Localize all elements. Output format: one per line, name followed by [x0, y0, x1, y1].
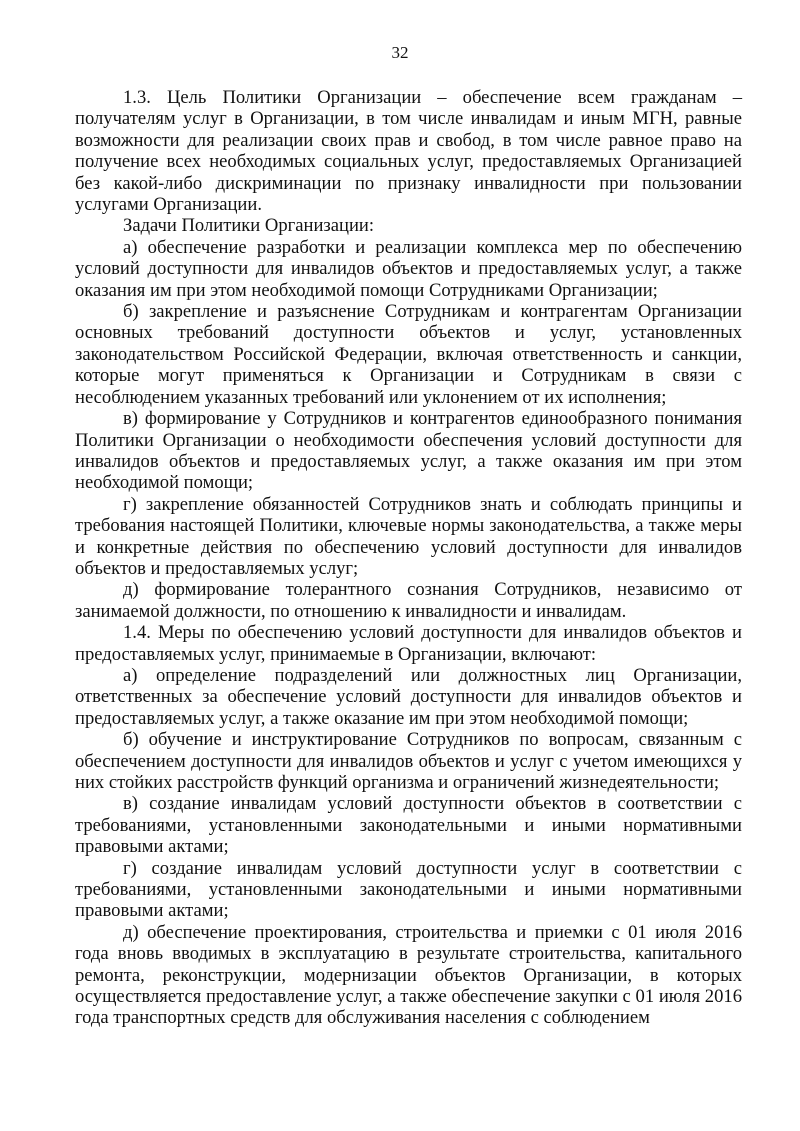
- page-number: 32: [391, 43, 409, 62]
- paragraph-1-3-policy-goal: 1.3. Цель Политики Организации – обеспечение всем гражданам – получателям услуг в Организации, в том числе инвалидам и иным МГН, равные возможности для реализации своих прав и свобод, в том числе равное право на получение всех необходимых социальных услуг, предоставляемых Организацией без какой-либо дискриминации по признаку инвалидности при пользовании услугами Организации.: [75, 87, 742, 216]
- paragraph-tasks-heading: Задачи Политики Организации:: [123, 215, 375, 237]
- paragraph-measure-v: в) создание инвалидам условий доступности объектов в соответствии с требованиями, установленными законодательными и иными нормативными правовыми актами;: [75, 793, 742, 858]
- paragraph-measure-b: б) обучение и инструктирование Сотрудников по вопросам, связанным с обеспечением доступности для инвалидов объектов и услуг с учетом имеющихся у них стойких расстройств функций организма и ограничений жизнедеятельности;: [75, 729, 742, 793]
- document-body: [75, 87, 742, 1029]
- paragraph-task-a: а) обеспечение разработки и реализации комплекса мер по обеспечению условий доступности для инвалидов объектов и предоставляемых услуг, а также оказания им при этом необходимой помощи Сотрудниками Организации;: [75, 236, 742, 301]
- paragraph-task-v: в) формирование у Сотрудников и контрагентов единообразного понимания Политики Организации о необходимости обеспечения условий доступности для инвалидов объектов и предоставляемых услуг, а также оказания им при этом необходимой помощи;: [75, 408, 742, 494]
- paragraph-measure-a: а) определение подразделений или должностных лиц Организации, ответственных за обеспечение условий доступности для инвалидов объектов и предоставляемых услуг, а также оказание им при этом необходимой помощи;: [75, 664, 742, 729]
- paragraph-task-d: д) формирование толерантного сознания Сотрудников, независимо от занимаемой должности, по отношению к инвалидности и инвалидам.: [75, 579, 742, 622]
- paragraph-measure-d: д) обеспечение проектирования, строительства и приемки с 01 июля 2016 года вновь вводимых в эксплуатацию в результате строительства, капитального ремонта, реконструкции, модернизации объектов Организации, в которых осуществляется предоставление услуг, а также обеспечение закупки с 01 июля 2016 года транспортных средств для обслуживания населения с соблюдением: [75, 921, 742, 1029]
- paragraph-task-b: б) закрепление и разъяснение Сотрудникам и контрагентам Организации основных требований доступности объектов и услуг, установленных законодательством Российской Федерации, включая ответственность и санкции, которые могут применяться к Организации и Сотрудникам в связи с несоблюдением указанных требований или уклонением от их исполнения;: [75, 301, 742, 408]
- paragraph-task-g: г) закрепление обязанностей Сотрудников знать и соблюдать принципы и требования настоящей Политики, ключевые нормы законодательства, а также меры и конкретные действия по обеспечению условий доступности для инвалидов объектов и предоставляемых услуг;: [75, 493, 742, 579]
- paragraph-1-4-measures: 1.4. Меры по обеспечению условий доступности для инвалидов объектов и предоставляемых услуг, принимаемые в Организации, включают:: [75, 622, 742, 665]
- paragraph-measure-g: г) создание инвалидам условий доступности услуг в соответствии с требованиями, установленными законодательными и иными нормативными правовыми актами;: [75, 857, 742, 922]
